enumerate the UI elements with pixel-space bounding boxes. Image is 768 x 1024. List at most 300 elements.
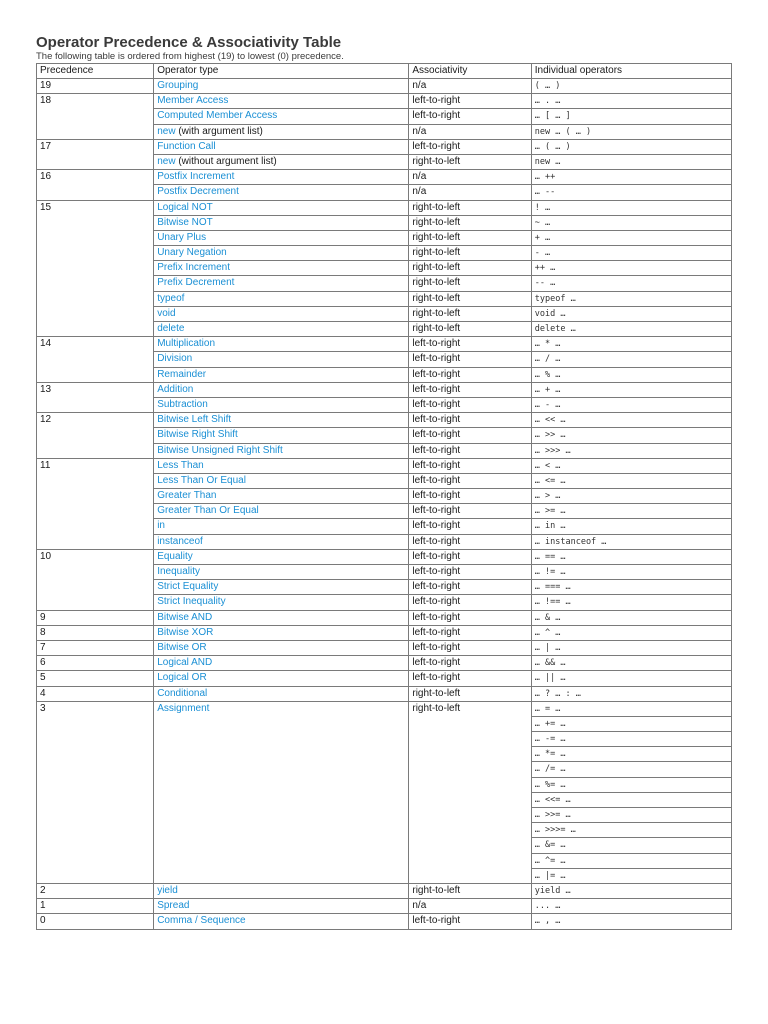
table-row [37, 109, 732, 124]
precedence-cell [37, 595, 154, 610]
table-row [37, 413, 732, 428]
table-row [37, 139, 732, 154]
table-row [37, 276, 732, 291]
associativity-cell: right-to-left [409, 215, 531, 230]
precedence-cell: 9 [37, 610, 154, 625]
precedence-cell: 12 [37, 413, 154, 428]
operator-type-cell [154, 382, 409, 397]
table-row [37, 185, 732, 200]
individual-operators-cell: yield … [531, 883, 731, 898]
associativity-cell: right-to-left [409, 246, 531, 261]
individual-operators-cell: … % … [531, 367, 731, 382]
precedence-cell: 0 [37, 914, 154, 929]
precedence-cell: 8 [37, 625, 154, 640]
operator-type-cell [154, 124, 409, 139]
operator-type-link[interactable]: Prefix Decrement [157, 277, 235, 289]
associativity-cell [409, 747, 531, 762]
operator-type-link[interactable]: Less Than Or Equal [157, 474, 246, 486]
associativity-cell [409, 732, 531, 747]
operator-type-cell [154, 428, 409, 443]
precedence-cell: 19 [37, 79, 154, 94]
operator-type-cell [154, 352, 409, 367]
associativity-cell: left-to-right [409, 489, 531, 504]
operator-type-link[interactable]: Grouping [157, 80, 199, 91]
precedence-cell [37, 428, 154, 443]
header-precedence: Precedence [37, 64, 154, 79]
table-row [37, 762, 732, 777]
associativity-cell [409, 868, 531, 883]
operator-type-note: (without argument list) [175, 155, 277, 167]
individual-operators-cell: ++ … [531, 261, 731, 276]
precedence-cell [37, 732, 154, 747]
associativity-cell: n/a [409, 185, 531, 200]
table-row [37, 671, 732, 686]
associativity-cell: left-to-right [409, 595, 531, 610]
precedence-cell [37, 322, 154, 337]
individual-operators-cell: … == … [531, 549, 731, 564]
operator-type-cell [154, 473, 409, 488]
precedence-cell: 14 [37, 337, 154, 352]
individual-operators-cell: … & … [531, 610, 731, 625]
operator-type-link[interactable]: Comma / Sequence [157, 915, 246, 927]
precedence-cell [37, 306, 154, 321]
operator-type-link[interactable]: Spread [157, 900, 190, 912]
individual-operators-cell: ~ … [531, 215, 731, 230]
table-row [37, 337, 732, 352]
individual-operators-cell: … >>>= … [531, 823, 731, 838]
precedence-cell: 2 [37, 883, 154, 898]
precedence-cell [37, 868, 154, 883]
table-row [37, 549, 732, 564]
operator-type-link[interactable]: Equality [157, 550, 193, 562]
individual-operators-cell: typeof … [531, 291, 731, 306]
operator-type-link[interactable]: Logical NOT [157, 201, 213, 213]
precedence-cell: 6 [37, 656, 154, 671]
operator-type-cell [154, 154, 409, 169]
associativity-cell: n/a [409, 79, 531, 94]
table-row [37, 732, 732, 747]
operator-type-cell [154, 640, 409, 655]
associativity-cell [409, 762, 531, 777]
individual-operators-cell: … * … [531, 337, 731, 352]
individual-operators-cell: … /= … [531, 762, 731, 777]
operator-type-cell [154, 823, 409, 838]
operator-type-link[interactable]: Division [157, 353, 193, 365]
operator-type-link[interactable]: instanceof [157, 535, 203, 547]
associativity-cell: right-to-left [409, 230, 531, 245]
precedence-cell [37, 808, 154, 823]
operator-type-link[interactable]: Unary Plus [157, 231, 207, 243]
operator-type-link[interactable]: Conditional [157, 687, 208, 699]
operator-type-cell [154, 322, 409, 337]
operator-type-cell [154, 701, 409, 716]
precedence-cell: 16 [37, 170, 154, 185]
individual-operators-cell: ... … [531, 899, 731, 914]
associativity-cell: left-to-right [409, 443, 531, 458]
table-row [37, 823, 732, 838]
table-row [37, 640, 732, 655]
individual-operators-cell: … >= … [531, 504, 731, 519]
individual-operators-cell: … <<= … [531, 792, 731, 807]
precedence-cell: 5 [37, 671, 154, 686]
operator-type-cell [154, 458, 409, 473]
operator-type-cell [154, 367, 409, 382]
operator-type-link[interactable]: new [157, 125, 176, 137]
precedence-cell [37, 762, 154, 777]
individual-operators-cell: … ? … : … [531, 686, 731, 701]
precedence-cell [37, 230, 154, 245]
individual-operators-cell: … / … [531, 352, 731, 367]
associativity-cell: left-to-right [409, 397, 531, 412]
operator-type-cell [154, 838, 409, 853]
associativity-cell: right-to-left [409, 701, 531, 716]
individual-operators-cell: … | … [531, 640, 731, 655]
individual-operators-cell: … !== … [531, 595, 731, 610]
operator-type-link[interactable]: Postfix Decrement [157, 186, 239, 198]
table-row [37, 914, 732, 929]
individual-operators-cell: delete … [531, 322, 731, 337]
precedence-cell [37, 792, 154, 807]
operator-type-link[interactable]: Function Call [157, 140, 216, 152]
table-row [37, 519, 732, 534]
precedence-cell [37, 534, 154, 549]
table-row [37, 382, 732, 397]
associativity-cell: right-to-left [409, 322, 531, 337]
operator-type-link[interactable]: Remainder [157, 368, 207, 380]
individual-operators-cell: void … [531, 306, 731, 321]
operator-type-link[interactable]: Assignment [157, 702, 210, 714]
operator-type-cell [154, 914, 409, 929]
individual-operators-cell: ( … ) [531, 79, 731, 94]
operator-type-cell [154, 808, 409, 823]
operator-type-link[interactable]: delete [157, 323, 185, 334]
operator-type-cell [154, 200, 409, 215]
precedence-cell: 11 [37, 458, 154, 473]
individual-operators-cell: … . … [531, 94, 731, 109]
individual-operators-cell: … %= … [531, 777, 731, 792]
table-row [37, 200, 732, 215]
precedence-cell: 1 [37, 899, 154, 914]
associativity-cell: n/a [409, 124, 531, 139]
operator-type-link[interactable]: Subtraction [157, 398, 208, 410]
operator-type-cell [154, 610, 409, 625]
precedence-cell [37, 352, 154, 367]
precedence-cell [37, 823, 154, 838]
table-row [37, 215, 732, 230]
operator-type-cell [154, 899, 409, 914]
associativity-cell [409, 808, 531, 823]
operator-type-cell [154, 565, 409, 580]
associativity-cell: left-to-right [409, 565, 531, 580]
operator-type-cell [154, 883, 409, 898]
operator-type-cell [154, 595, 409, 610]
precedence-cell: 10 [37, 549, 154, 564]
table-row [37, 868, 732, 883]
associativity-cell: left-to-right [409, 504, 531, 519]
precedence-cell: 15 [37, 200, 154, 215]
operator-type-link[interactable]: Unary Negation [157, 247, 227, 259]
operator-type-cell [154, 519, 409, 534]
individual-operators-cell: … ^ … [531, 625, 731, 640]
operator-type-cell [154, 109, 409, 124]
associativity-cell: right-to-left [409, 306, 531, 321]
table-row [37, 322, 732, 337]
precedence-table [36, 63, 732, 930]
operator-type-cell [154, 306, 409, 321]
individual-operators-cell: … + … [531, 382, 731, 397]
operator-type-cell [154, 656, 409, 671]
operator-type-cell [154, 185, 409, 200]
table-row [37, 686, 732, 701]
individual-operators-cell: … in … [531, 519, 731, 534]
table-row [37, 701, 732, 716]
individual-operators-cell: … , … [531, 914, 731, 929]
operator-type-cell [154, 777, 409, 792]
table-row [37, 610, 732, 625]
table-row [37, 79, 732, 94]
individual-operators-cell: … != … [531, 565, 731, 580]
associativity-cell: left-to-right [409, 519, 531, 534]
associativity-cell: left-to-right [409, 382, 531, 397]
operator-type-link[interactable]: Bitwise Unsigned Right Shift [157, 444, 283, 456]
associativity-cell: left-to-right [409, 534, 531, 549]
operator-type-cell [154, 291, 409, 306]
associativity-cell: right-to-left [409, 276, 531, 291]
header-operator-type: Operator type [154, 64, 409, 79]
operator-type-cell [154, 792, 409, 807]
precedence-cell [37, 489, 154, 504]
individual-operators-cell: … |= … [531, 868, 731, 883]
operator-type-link[interactable]: Strict Inequality [157, 596, 226, 608]
operator-type-link[interactable]: Bitwise Left Shift [157, 414, 232, 426]
operator-type-link[interactable]: Strict Equality [157, 581, 219, 593]
operator-type-cell [154, 230, 409, 245]
operator-type-link[interactable]: Multiplication [157, 338, 216, 350]
operator-type-cell [154, 261, 409, 276]
precedence-cell [37, 747, 154, 762]
individual-operators-cell: … < … [531, 458, 731, 473]
associativity-cell: right-to-left [409, 154, 531, 169]
operator-type-link[interactable]: typeof [157, 292, 185, 304]
associativity-cell: left-to-right [409, 337, 531, 352]
operator-type-link[interactable]: Bitwise OR [157, 641, 207, 653]
associativity-cell: left-to-right [409, 413, 531, 428]
operator-type-link[interactable]: Computed Member Access [157, 110, 278, 122]
precedence-cell [37, 580, 154, 595]
operator-type-cell [154, 397, 409, 412]
precedence-cell [37, 504, 154, 519]
precedence-cell [37, 276, 154, 291]
individual-operators-cell: … << … [531, 413, 731, 428]
precedence-cell [37, 838, 154, 853]
individual-operators-cell: … === … [531, 580, 731, 595]
individual-operators-cell: … -= … [531, 732, 731, 747]
table-row [37, 230, 732, 245]
associativity-cell: right-to-left [409, 200, 531, 215]
table-row [37, 853, 732, 868]
operator-type-cell [154, 747, 409, 762]
table-row [37, 534, 732, 549]
precedence-cell [37, 109, 154, 124]
operator-type-link[interactable]: Postfix Increment [157, 171, 235, 183]
table-row [37, 595, 732, 610]
operator-type-link[interactable]: in [157, 520, 165, 532]
table-row [37, 261, 732, 276]
table-row [37, 124, 732, 139]
table-row [37, 625, 732, 640]
table-row [37, 656, 732, 671]
page-subtitle: The following table is ordered from highest (19) to lowest (0) precedence. [36, 51, 344, 62]
operator-type-cell [154, 671, 409, 686]
table-row [37, 428, 732, 443]
individual-operators-cell: … instanceof … [531, 534, 731, 549]
operator-type-link[interactable]: Logical AND [157, 657, 213, 669]
table-row [37, 246, 732, 261]
document-page [36, 34, 732, 930]
precedence-cell [37, 565, 154, 580]
operator-type-link[interactable]: Greater Than Or Equal [157, 505, 259, 517]
individual-operators-cell: … ++ [531, 170, 731, 185]
associativity-cell: left-to-right [409, 139, 531, 154]
individual-operators-cell: … <= … [531, 473, 731, 488]
precedence-cell: 3 [37, 701, 154, 716]
individual-operators-cell: … ^= … [531, 853, 731, 868]
associativity-cell: left-to-right [409, 656, 531, 671]
operator-type-link[interactable]: Bitwise NOT [157, 216, 213, 228]
individual-operators-cell: … && … [531, 656, 731, 671]
operator-type-cell [154, 215, 409, 230]
operator-type-link[interactable]: Bitwise AND [157, 611, 213, 623]
precedence-cell [37, 124, 154, 139]
individual-operators-cell: new … [531, 154, 731, 169]
associativity-cell [409, 792, 531, 807]
operator-type-link[interactable]: Prefix Increment [157, 262, 231, 274]
individual-operators-cell: … *= … [531, 747, 731, 762]
precedence-cell [37, 519, 154, 534]
individual-operators-cell: … += … [531, 716, 731, 731]
header-individual-operators: Individual operators [531, 64, 731, 79]
operator-type-link[interactable]: Logical OR [157, 672, 207, 684]
page-title: Operator Precedence & Associativity Table [36, 34, 342, 51]
associativity-cell: right-to-left [409, 883, 531, 898]
operator-type-link[interactable]: Bitwise Right Shift [157, 429, 238, 441]
operator-type-cell [154, 716, 409, 731]
individual-operators-cell: … >>> … [531, 443, 731, 458]
operator-type-cell [154, 853, 409, 868]
operator-type-cell [154, 762, 409, 777]
table-row [37, 716, 732, 731]
table-row [37, 291, 732, 306]
operator-type-cell [154, 686, 409, 701]
associativity-cell: left-to-right [409, 610, 531, 625]
operator-type-cell [154, 94, 409, 109]
operator-type-link[interactable]: Bitwise XOR [157, 626, 214, 638]
operator-type-link[interactable]: new [157, 155, 176, 167]
individual-operators-cell: … &= … [531, 838, 731, 853]
operator-type-link[interactable]: void [157, 307, 176, 319]
associativity-cell: left-to-right [409, 352, 531, 367]
table-row [37, 367, 732, 382]
table-row [37, 580, 732, 595]
precedence-cell: 17 [37, 139, 154, 154]
precedence-cell [37, 185, 154, 200]
table-row [37, 352, 732, 367]
associativity-cell: right-to-left [409, 686, 531, 701]
precedence-cell [37, 777, 154, 792]
operator-type-cell [154, 337, 409, 352]
individual-operators-cell: … [ … ] [531, 109, 731, 124]
operator-type-link[interactable]: Less Than [157, 459, 204, 471]
table-row [37, 489, 732, 504]
associativity-cell [409, 838, 531, 853]
operator-type-link[interactable]: Member Access [157, 95, 229, 107]
operator-type-cell [154, 868, 409, 883]
operator-type-cell [154, 732, 409, 747]
precedence-cell [37, 853, 154, 868]
individual-operators-cell: -- … [531, 276, 731, 291]
table-row [37, 838, 732, 853]
precedence-cell [37, 291, 154, 306]
associativity-cell: left-to-right [409, 109, 531, 124]
precedence-cell [37, 367, 154, 382]
precedence-cell [37, 261, 154, 276]
associativity-cell: left-to-right [409, 473, 531, 488]
precedence-cell: 13 [37, 382, 154, 397]
operator-type-cell [154, 276, 409, 291]
operator-type-cell [154, 625, 409, 640]
associativity-cell: left-to-right [409, 640, 531, 655]
table-row [37, 170, 732, 185]
associativity-cell: left-to-right [409, 671, 531, 686]
precedence-cell [37, 215, 154, 230]
associativity-cell: left-to-right [409, 428, 531, 443]
operator-type-cell [154, 549, 409, 564]
associativity-cell: n/a [409, 899, 531, 914]
operator-type-cell [154, 443, 409, 458]
table-row [37, 792, 732, 807]
associativity-cell [409, 777, 531, 792]
operator-type-cell [154, 246, 409, 261]
associativity-cell: left-to-right [409, 914, 531, 929]
operator-type-link[interactable]: Addition [157, 383, 194, 395]
associativity-cell [409, 853, 531, 868]
precedence-cell [37, 443, 154, 458]
associativity-cell: left-to-right [409, 94, 531, 109]
precedence-cell [37, 246, 154, 261]
individual-operators-cell: … >>= … [531, 808, 731, 823]
header-associativity: Associativity [409, 64, 531, 79]
table-row [37, 94, 732, 109]
table-row [37, 473, 732, 488]
table-row [37, 397, 732, 412]
precedence-cell: 4 [37, 686, 154, 701]
precedence-cell [37, 397, 154, 412]
individual-operators-cell: … - … [531, 397, 731, 412]
operator-type-cell [154, 79, 409, 94]
operator-type-cell [154, 504, 409, 519]
table-row [37, 808, 732, 823]
table-row [37, 777, 732, 792]
associativity-cell: left-to-right [409, 625, 531, 640]
operator-type-link[interactable]: Inequality [157, 566, 201, 577]
operator-type-link[interactable]: Greater Than [157, 490, 217, 502]
operator-type-cell [154, 413, 409, 428]
associativity-cell: left-to-right [409, 367, 531, 382]
individual-operators-cell: … > … [531, 489, 731, 504]
operator-type-link[interactable]: yield [157, 884, 178, 896]
individual-operators-cell: ! … [531, 200, 731, 215]
individual-operators-cell: + … [531, 230, 731, 245]
